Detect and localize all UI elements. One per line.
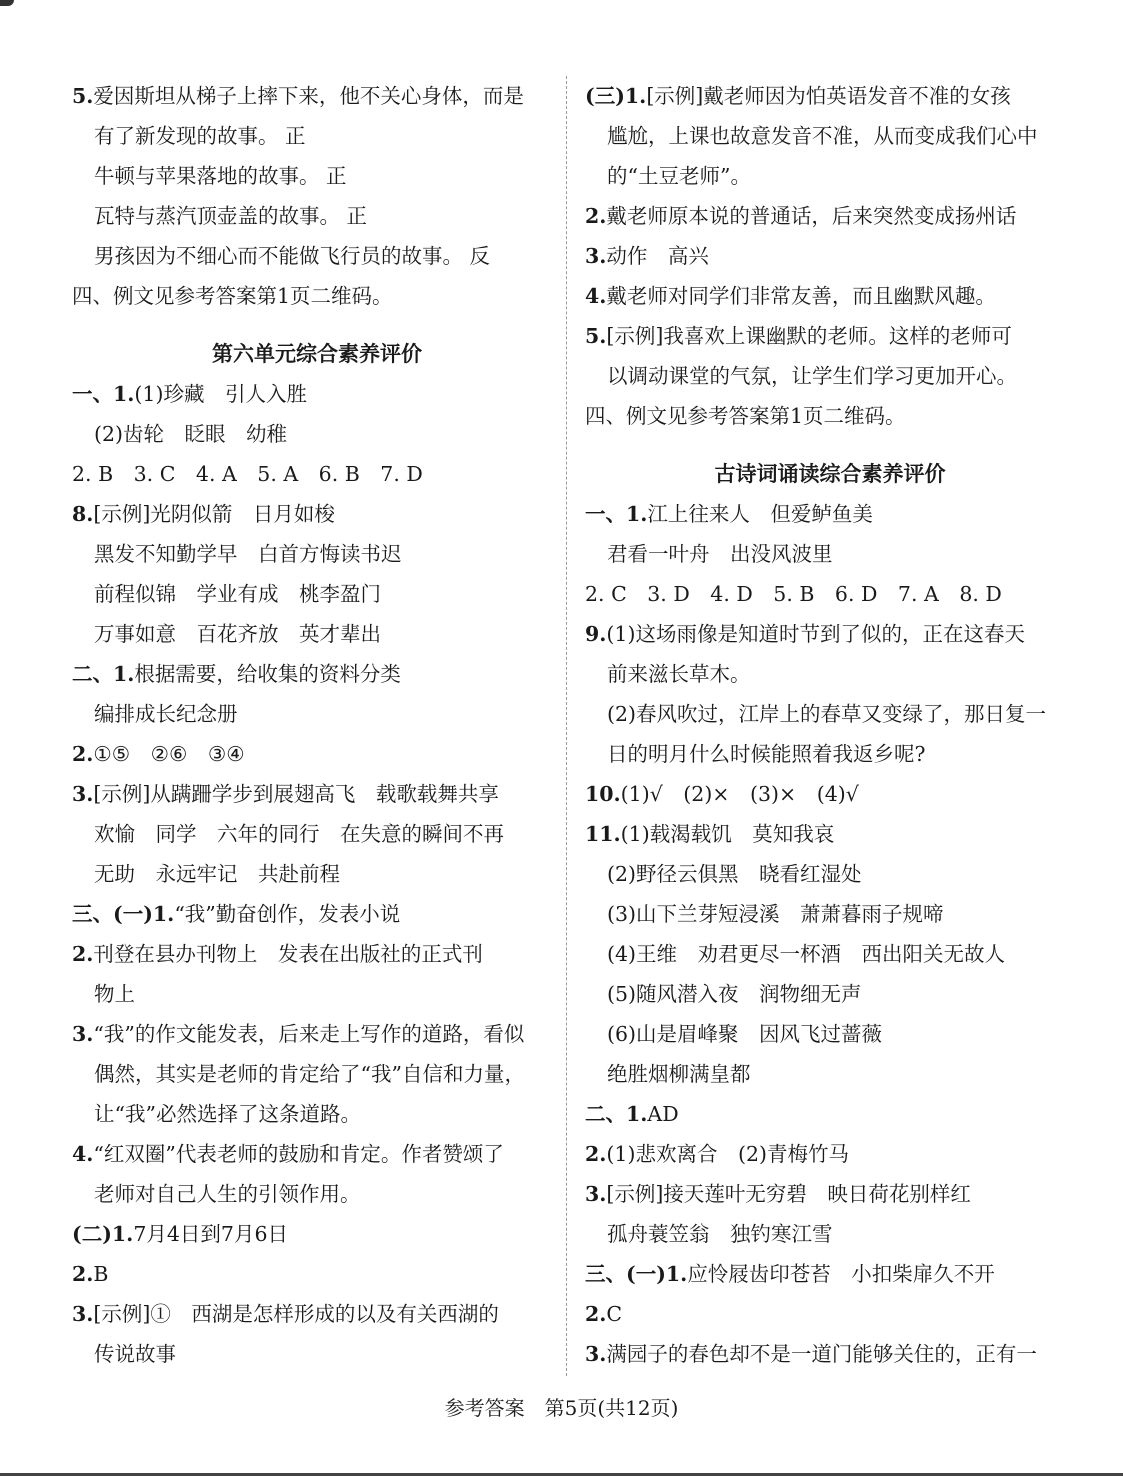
answer-line: [585, 1334, 1075, 1374]
answer-text: 满园子的春色却不是一道门能够关住的，正有一: [606, 1342, 1037, 1366]
answer-text: 动作 高兴: [606, 244, 709, 268]
answer-line: [72, 1134, 562, 1174]
answer-line: [72, 734, 562, 774]
answer-line: [72, 814, 562, 854]
answer-text: 爱因斯坦从梯子上摔下来，他不关心身体，而是: [93, 84, 524, 108]
answer-line: [585, 814, 1075, 854]
answer-text: 让“我”必然选择了这条道路。: [94, 1102, 361, 1126]
answer-text: 牛顿与苹果落地的故事。 正: [94, 164, 347, 188]
question-number: 5.: [585, 324, 607, 348]
question-number: 3.: [72, 1302, 94, 1326]
answer-text: [示例]光阴似箭 日月如梭: [93, 502, 335, 526]
answer-line: [585, 654, 1075, 694]
answer-line: [72, 196, 562, 236]
answer-line: [72, 534, 562, 574]
answer-text: [示例]我喜欢上课幽默的老师。这样的老师可: [606, 324, 1012, 348]
question-number: 2.: [72, 1262, 94, 1286]
answer-text: 物上: [94, 982, 135, 1006]
answer-line: [585, 494, 1075, 534]
answer-line: [585, 894, 1075, 934]
answer-line: [72, 76, 562, 116]
answer-text: (4)王维 劝君更尽一杯酒 西出阳关无故人: [607, 942, 1006, 966]
answer-text: 君看一叶舟 出没风波里: [607, 542, 833, 566]
page-footer: 参考答案 第5页(共12页): [444, 1396, 679, 1420]
question-number: 4.: [72, 1142, 94, 1166]
answer-line: [585, 534, 1075, 574]
answer-line: [72, 974, 562, 1014]
answer-line: [72, 236, 562, 276]
answer-text: 四、例文见参考答案第1页二维码。: [585, 404, 906, 428]
answer-line: [72, 156, 562, 196]
answer-line: [585, 156, 1075, 196]
answer-text: 有了新发现的故事。 正: [94, 124, 306, 148]
answer-text: 无助 永远牢记 共赴前程: [94, 862, 340, 886]
question-number: 10.: [585, 782, 621, 806]
answer-line: [72, 276, 562, 316]
answer-line: [72, 1014, 562, 1054]
answer-text: (1)悲欢离合 (2)青梅竹马: [606, 1142, 849, 1166]
left-column: [72, 76, 562, 1374]
question-number: 3.: [72, 1022, 94, 1046]
answer-line: [585, 734, 1075, 774]
answer-text: (2)野径云俱黑 晓看红湿处: [607, 862, 862, 886]
answer-line: [72, 116, 562, 156]
answer-line: [585, 1214, 1075, 1254]
answer-text: (2)齿轮 眨眼 幼稚: [94, 422, 288, 446]
question-number: 9.: [585, 622, 607, 646]
section-heading: 第六单元综合素养评价: [212, 342, 422, 366]
answer-text: 前来滋长草木。: [607, 662, 751, 686]
question-number: (二)1.: [72, 1222, 134, 1246]
answer-text: 绝胜烟柳满皇都: [607, 1062, 751, 1086]
answer-text: 男孩因为不细心而不能做飞行员的故事。 反: [94, 244, 491, 268]
answer-line: [72, 414, 562, 454]
question-number: 3.: [72, 782, 94, 806]
question-number: 8.: [72, 502, 94, 526]
answer-text: [示例]戴老师因为怕英语发音不准的女孩: [646, 84, 1011, 108]
answer-text: 日的明月什么时候能照着我返乡呢?: [607, 742, 926, 766]
answer-line: [72, 574, 562, 614]
answer-line: [72, 614, 562, 654]
answer-text: 四、例文见参考答案第1页二维码。: [72, 284, 393, 308]
answer-line: [585, 614, 1075, 654]
question-number: 一、1.: [585, 502, 648, 526]
answer-line: [585, 934, 1075, 974]
answer-text: (2)春风吹过，江岸上的春草又变绿了，那日复一: [607, 702, 1047, 726]
answer-text: 传说故事: [94, 1342, 176, 1366]
answer-text: [示例]接天莲叶无穷碧 映日荷花别样红: [606, 1182, 971, 1206]
answer-text: “我”的作文能发表，后来走上写作的道路，看似: [93, 1022, 525, 1046]
answer-line: [72, 934, 562, 974]
answer-text: 编排成长纪念册: [94, 702, 238, 726]
answer-text: 以调动课堂的气氛，让学生们学习更加开心。: [607, 364, 1017, 388]
answer-line: [585, 1014, 1075, 1054]
answer-text: 戴老师对同学们非常友善，而且幽默风趣。: [606, 284, 996, 308]
question-number: 2.: [585, 1302, 607, 1326]
answer-text: 偶然，其实是老师的肯定给了“我”自信和力量，: [94, 1062, 525, 1086]
question-number: 11.: [585, 822, 621, 846]
answer-line: [585, 276, 1075, 316]
answer-text: 的“土豆老师”。: [607, 164, 751, 188]
answer-line: [585, 1054, 1075, 1094]
answer-line: [72, 494, 562, 534]
spacer: [585, 436, 1075, 454]
answer-text: 2. C 3. D 4. D 5. B 6. D 7. A 8. D: [585, 582, 1002, 606]
answer-line: [585, 574, 1075, 614]
question-number: 二、1.: [72, 662, 135, 686]
answer-line: [72, 1294, 562, 1334]
question-number: (三)1.: [585, 84, 647, 108]
answer-text: (1)珍藏 引人入胜: [134, 382, 307, 406]
answer-text: (3)山下兰芽短浸溪 萧萧暮雨子规啼: [607, 902, 944, 926]
answer-text: 应怜屐齿印苍苔 小扣柴扉久不开: [687, 1262, 995, 1286]
answer-line: [585, 1294, 1075, 1334]
answer-text: ①⑤ ②⑥ ③④: [93, 742, 245, 766]
answer-line: [72, 374, 562, 414]
answer-text: B: [93, 1262, 109, 1286]
answer-line: [72, 894, 562, 934]
answer-line: [72, 454, 562, 494]
answer-text: C: [606, 1302, 623, 1326]
answer-line: [585, 1254, 1075, 1294]
answer-text: 2. B 3. C 4. A 5. A 6. B 7. D: [72, 462, 423, 486]
answer-line: [72, 1054, 562, 1094]
answer-text: 戴老师原本说的普通话，后来突然变成扬州话: [606, 204, 1017, 228]
question-number: 3.: [585, 244, 607, 268]
answer-text: 孤舟蓑笠翁 独钓寒江雪: [607, 1222, 833, 1246]
answer-line: [72, 1214, 562, 1254]
question-number: 3.: [585, 1342, 607, 1366]
right-column: [585, 76, 1075, 1374]
column-divider: [566, 76, 568, 1376]
question-number: 5.: [72, 84, 94, 108]
answer-line: [585, 1174, 1075, 1214]
answer-text: “红双圈”代表老师的鼓励和肯定。作者赞颂了: [93, 1142, 504, 1166]
answer-line: [585, 854, 1075, 894]
answer-text: 老师对自己人生的引领作用。: [94, 1182, 361, 1206]
answer-text: 江上往来人 但爱鲈鱼美: [647, 502, 873, 526]
answer-text: [示例]从蹒跚学步到展翅高飞 载歌载舞共享: [93, 782, 499, 806]
answer-text: [示例]① 西湖是怎样形成的以及有关西湖的: [93, 1302, 499, 1326]
answer-text: 前程似锦 学业有成 桃李盈门: [94, 582, 381, 606]
question-number: 二、1.: [585, 1102, 648, 1126]
answer-text: AD: [647, 1102, 679, 1126]
question-number: 三、(一)1.: [585, 1262, 688, 1286]
answer-text: “我”勤奋创作，发表小说: [174, 902, 401, 926]
scan-corner-mark: [0, 0, 14, 6]
question-number: 2.: [585, 204, 607, 228]
answer-line: [72, 654, 562, 694]
question-number: 三、(一)1.: [72, 902, 175, 926]
answer-text: 7月4日到7月6日: [133, 1222, 288, 1246]
answer-text: 黑发不知勤学早 白首方悔读书迟: [94, 542, 402, 566]
answer-line: [585, 1094, 1075, 1134]
answer-text: 刊登在县办刊物上 发表在出版社的正式刊: [93, 942, 483, 966]
answer-line: [585, 774, 1075, 814]
answer-line: [585, 236, 1075, 276]
answer-line: [585, 1134, 1075, 1174]
answer-line: [72, 694, 562, 734]
answer-text: (1)这场雨像是知道时节到了似的，正在这春天: [606, 622, 1025, 646]
answer-line: [585, 316, 1075, 356]
question-number: 4.: [585, 284, 607, 308]
answer-line: [585, 974, 1075, 1014]
answer-text: (1)√ (2)× (3)× (4)√: [620, 782, 859, 806]
question-number: 2.: [72, 942, 94, 966]
answer-text: 尴尬，上课也故意发音不准，从而变成我们心中: [607, 124, 1038, 148]
answer-line: [585, 694, 1075, 734]
answer-line: [585, 196, 1075, 236]
answer-line: [72, 1334, 562, 1374]
answer-line: [585, 356, 1075, 396]
answer-text: (5)随风潜入夜 润物细无声: [607, 982, 862, 1006]
answer-line: [585, 116, 1075, 156]
answer-line: [72, 854, 562, 894]
answer-line: [585, 76, 1075, 116]
answer-line: [72, 774, 562, 814]
answer-text: 根据需要，给收集的资料分类: [134, 662, 401, 686]
question-number: 一、1.: [72, 382, 135, 406]
answer-text: (1)载渴载饥 莫知我哀: [620, 822, 835, 846]
answer-text: 欢愉 同学 六年的同行 在失意的瞬间不再: [94, 822, 504, 846]
spacer: [72, 316, 562, 334]
answer-line: [72, 1174, 562, 1214]
answer-line: [585, 396, 1075, 436]
answer-text: 瓦特与蒸汽顶壶盖的故事。 正: [94, 204, 368, 228]
question-number: 2.: [72, 742, 94, 766]
answer-line: [72, 1254, 562, 1294]
answer-text: 万事如意 百花齐放 英才辈出: [94, 622, 381, 646]
answer-text: (6)山是眉峰聚 因风飞过蔷薇: [607, 1022, 883, 1046]
question-number: 2.: [585, 1142, 607, 1166]
answer-line: [72, 1094, 562, 1134]
section-heading: 古诗词诵读综合素养评价: [714, 462, 946, 486]
question-number: 3.: [585, 1182, 607, 1206]
